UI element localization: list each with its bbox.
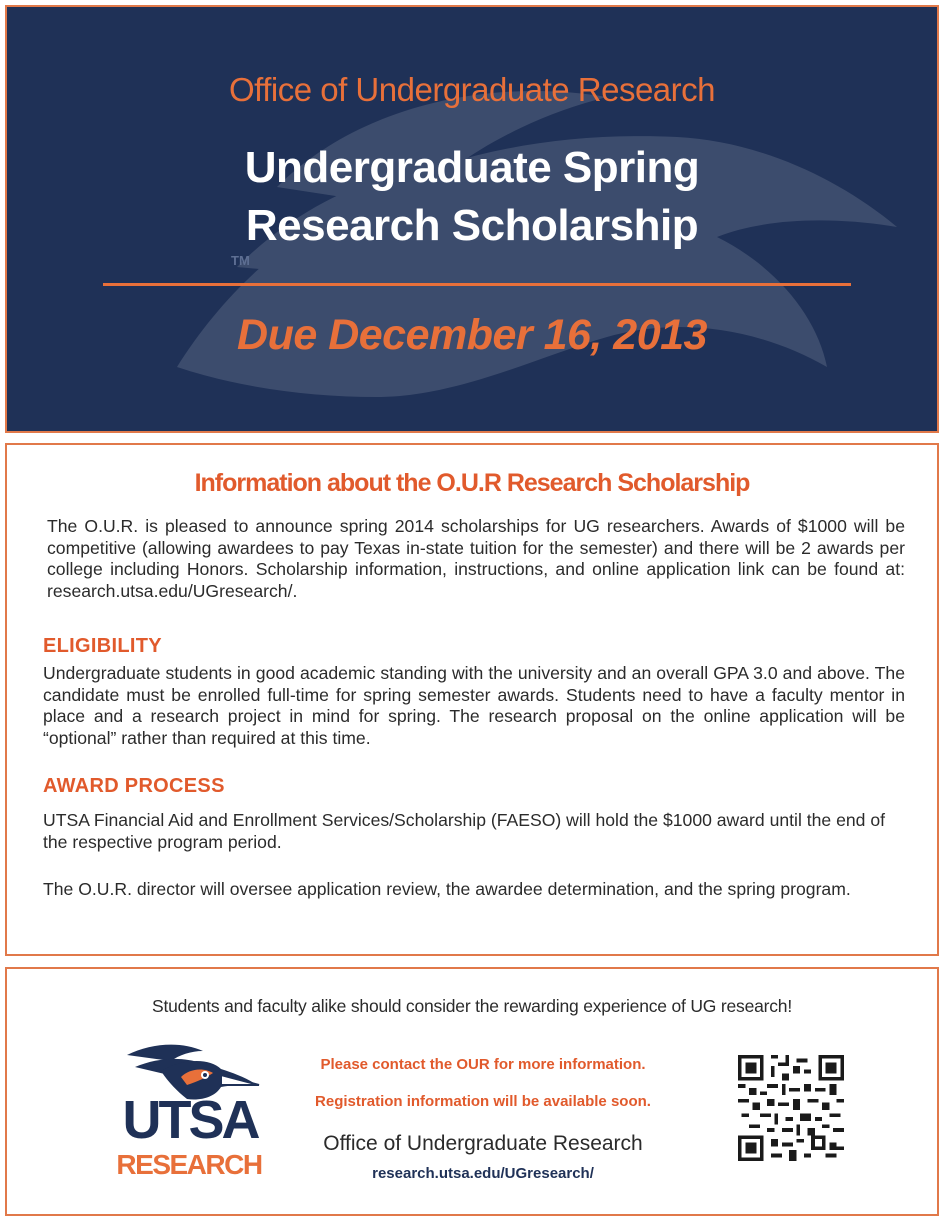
award-process-text-1: UTSA Financial Aid and Enrollment Services/Scholarship (FAESO) will hold the $1000 award until the end of the respective program period.	[43, 810, 886, 852]
eligibility-heading: ELIGIBILITY	[43, 635, 162, 657]
page-title	[7, 139, 937, 255]
contact-line-2: Registration information will be available soon.	[315, 1093, 651, 1110]
logo-utsa-text: UTSA	[122, 1090, 258, 1150]
header-banner	[5, 5, 939, 433]
info-heading: Information about the O.U.R Research Scholarship	[194, 469, 750, 497]
utsa-research-logo	[105, 1041, 275, 1191]
title-line-1: Undergraduate Spring	[244, 143, 700, 192]
info-section	[5, 443, 939, 956]
qr-code-icon[interactable]	[738, 1055, 844, 1161]
intro-paragraph: The O.U.R. is pleased to announce spring 2014 scholarships for UG researchers. Awards of $1000 will be competitive (allowing awardees to pay Texas in-state tuition for the semester) and there will be 2 awards per college including Honors. Scholarship information, instructions, and online application link can be found at: research.utsa.edu/UGresearch/.	[47, 516, 905, 601]
contact-line-1: Please contact the OUR for more information.	[320, 1056, 646, 1073]
award-process-heading: AWARD PROCESS	[43, 775, 225, 797]
logo-research-text: RESEARCH	[116, 1149, 262, 1180]
trademark-mark: TM	[231, 253, 250, 268]
eligibility-text: Undergraduate students in good academic standing with the university and an overall GPA 3.0 and above. The candidate must be enrolled full-time for spring semester awards. Students need to have a faculty mentor in place and a research project in mind for spring. The research proposal on the online application will be “optional” rather than required at this time.	[43, 663, 905, 748]
office-url-link[interactable]: research.utsa.edu/UGresearch/	[372, 1165, 594, 1182]
award-process-text-2: The O.U.R. director will oversee application review, the awardee determination, and the spring program.	[43, 879, 851, 899]
due-date: Due December 16, 2013	[237, 311, 707, 359]
title-line-2: Research Scholarship	[245, 201, 699, 250]
header-divider	[103, 283, 851, 286]
office-title: Office of Undergraduate Research	[228, 71, 715, 108]
footer-section	[5, 967, 939, 1216]
tagline: Students and faculty alike should consider the rewarding experience of UG research!	[151, 996, 793, 1016]
office-name: Office of Undergraduate Research	[323, 1132, 643, 1155]
